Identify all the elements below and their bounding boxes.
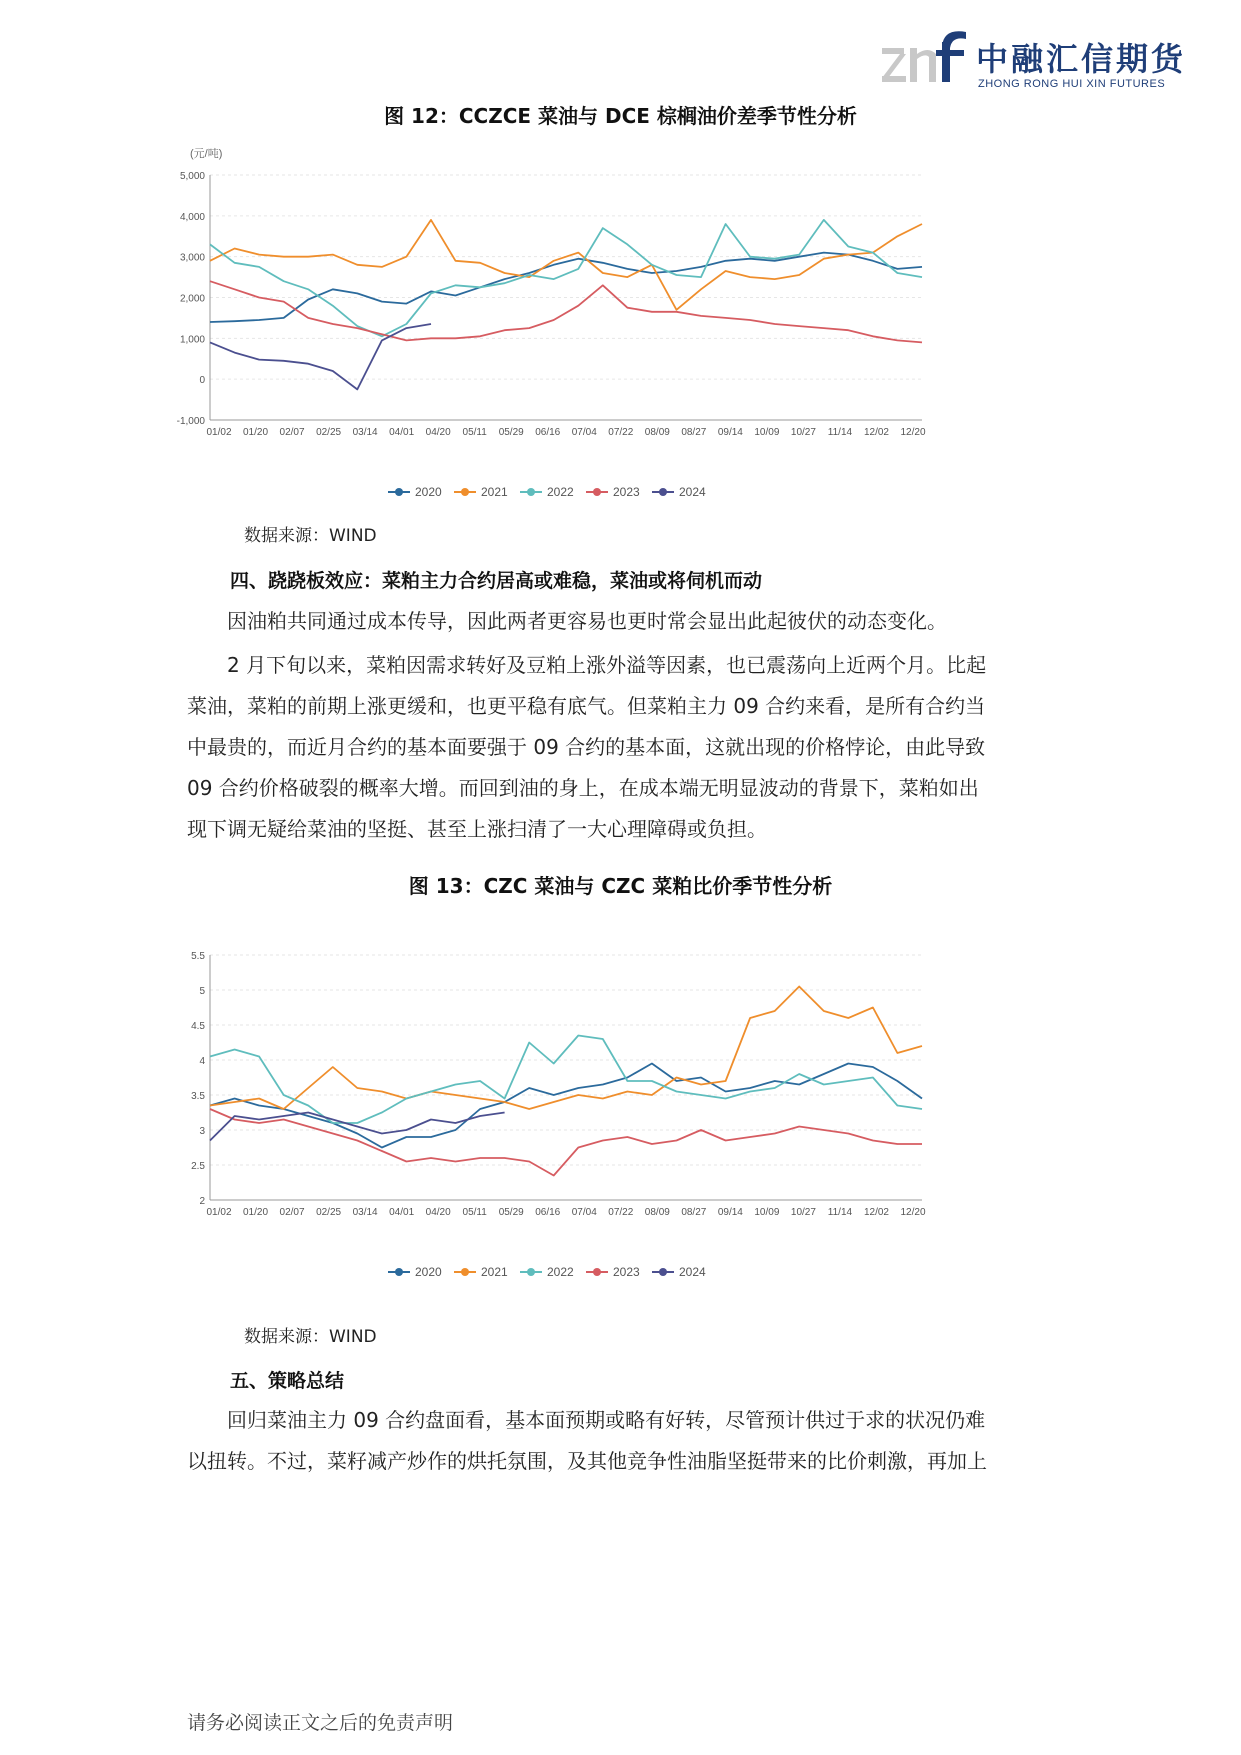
fig13-y-tick-label: 4 [199,1056,205,1067]
fig13-legend-marker [395,1268,403,1276]
fig13-series-2022-line [210,1036,922,1124]
fig13-legend-marker [527,1268,535,1276]
fig13-x-tick-label: 10/27 [790,1207,816,1218]
text-line: 09 合约价格破裂的概率大增。而回到油的身上，在成本端无明显波动的背景下，菜粕如出 [187,776,979,800]
text-line: 现下调无疑给菜油的坚挺、甚至上涨扫清了一大心理障碍或负担。 [187,817,767,841]
fig13-y-tick-label: 3 [199,1126,205,1137]
fig13-x-tick-label: 11/14 [827,1207,853,1218]
fig12-x-tick-label: 07/04 [571,427,597,438]
section-4-paragraph-1 [187,601,1055,642]
fig12-legend-item-2024 [652,485,706,499]
fig13-x-tick-label: 04/01 [389,1207,415,1218]
fig13-x-tick-label: 07/04 [571,1207,597,1218]
fig13-x-tick-label: 12/02 [863,1207,889,1218]
company-name-en: ZHONG RONG HUI XIN FUTURES [978,78,1166,90]
fig13-legend-label: 2021 [481,1265,508,1279]
fig13-x-tick-label: 01/02 [206,1207,232,1218]
text-line: 菜油，菜粕的前期上涨更缓和，也更平稳有底气。但菜粕主力 09 合约来看，是所有合约当 [187,694,986,718]
fig13-y-tick-label: 2.5 [191,1161,205,1172]
figure-12-title: 图 12：CCZCE 菜油与 DCE 棕榈油价差季节性分析 [384,104,857,128]
figure-13-source: 数据来源：WIND [244,1327,377,1347]
fig13-legend-item-2020 [388,1265,442,1279]
fig12-x-tick-label: 08/09 [644,427,670,438]
fig13-y-tick-label: 5.5 [191,951,205,962]
text-line: 2 月下旬以来，菜粕因需求转好及豆粕上涨外溢等因素，也已震荡向上近两个月。比起 [227,653,987,677]
fig12-legend-label: 2021 [481,485,508,499]
fig12-x-tick-label: 08/27 [681,427,707,438]
fig13-x-tick-label: 05/11 [462,1207,487,1218]
fig13-x-tick-label: 05/29 [498,1207,524,1218]
fig12-x-tick-label: 04/01 [389,427,415,438]
fig13-series-2020-line [210,1064,922,1148]
fig13-x-tick-label: 01/20 [243,1207,269,1218]
fig13-legend-label: 2023 [613,1265,640,1279]
fig12-legend-label: 2020 [415,485,442,499]
fig12-y-tick-label: 0 [199,375,205,387]
fig13-x-tick-label: 08/27 [681,1207,707,1218]
fig13-legend-item-2021 [454,1265,508,1279]
fig13-x-tick-label: 08/09 [644,1207,670,1218]
figure-13-chart [190,920,1070,1305]
fig12-x-tick-label: 02/07 [279,427,305,438]
fig13-x-tick-label: 06/16 [535,1207,561,1218]
fig12-y-tick-label: 1,000 [179,334,205,346]
text-line: 以扭转。不过，菜籽减产炒作的烘托氛围，及其他竞争性油脂坚挺带来的比价刺激，再加上 [187,1449,987,1473]
fig13-legend-marker [659,1268,667,1276]
fig12-y-tick-label: -1,000 [176,416,205,427]
fig13-legend-label: 2022 [547,1265,574,1279]
fig12-y-tick-label: 4,000 [179,211,205,223]
fig13-y-tick-label: 4.5 [191,1021,205,1032]
fig13-legend-item-2022 [520,1265,574,1279]
fig12-legend-marker [659,488,667,496]
company-name-cn: 中融汇信期货 [976,40,1187,78]
fig12-x-tick-label: 02/25 [316,427,342,438]
figure-13-title: 图 13：CZC 菜油与 CZC 菜粕比价季节性分析 [408,874,833,898]
fig13-legend-label: 2024 [679,1265,706,1279]
fig13-legend-item-2023 [586,1265,640,1279]
fig12-legend-label: 2024 [679,485,706,499]
fig12-legend-marker [395,488,403,496]
fig13-y-tick-label: 3.5 [191,1091,205,1102]
fig12-legend-item-2021 [454,485,508,499]
logo-mark-icon [880,28,970,94]
fig12-legend-marker [527,488,535,496]
fig13-x-tick-label: 02/07 [279,1207,305,1218]
fig12-x-tick-label: 09/14 [717,427,743,438]
section-5-heading: 五、策略总结 [230,1370,345,1392]
fig12-x-tick-label: 05/11 [462,427,487,438]
fig12-x-tick-label: 10/27 [790,427,816,438]
fig12-x-tick-label: 06/16 [535,427,561,438]
fig12-x-tick-label: 01/20 [243,427,269,438]
fig12-x-tick-label: 05/29 [498,427,524,438]
fig12-x-tick-label: 10/09 [754,427,780,438]
text-line: 中最贵的，而近月合约的基本面要强于 09 合约的基本面，这就出现的价格悖论，由此导致 [187,735,986,759]
fig12-x-tick-label: 03/14 [352,427,378,438]
fig12-x-tick-label: 12/02 [863,427,889,438]
section-5-paragraph-1 [187,1400,1055,1482]
fig13-y-tick-label: 5 [199,986,205,997]
fig12-legend-marker [461,488,469,496]
figure-12-source: 数据来源：WIND [244,526,377,546]
fig13-legend-item-2024 [652,1265,706,1279]
fig13-y-tick-label: 2 [199,1196,205,1207]
text-line: 因油粕共同通过成本传导，因此两者更容易也更时常会显出此起彼伏的动态变化。 [227,609,947,633]
fig13-x-tick-label: 10/09 [754,1207,780,1218]
company-logo [880,28,1187,94]
fig12-legend-item-2023 [586,485,640,499]
fig12-legend-item-2022 [520,485,574,499]
disclaimer-footer: 请务必阅读正文之后的免责声明 [187,1712,454,1734]
text-line: 回归菜油主力 09 合约盘面看，基本面预期或略有好转，尽管预计供过于求的状况仍难 [227,1408,986,1432]
fig13-x-tick-label: 02/25 [316,1207,342,1218]
fig12-legend-label: 2022 [547,485,574,499]
section-4-heading: 四、跷跷板效应：菜粕主力合约居高或难稳，菜油或将伺机而动 [230,570,763,592]
fig12-x-tick-label: 11/14 [827,427,853,438]
fig12-y-tick-label: 5,000 [179,171,205,182]
fig12-series-2022-line [210,220,922,336]
fig13-x-tick-label: 09/14 [717,1207,743,1218]
fig13-legend-label: 2020 [415,1265,442,1279]
fig12-y-tick-label: 3,000 [179,252,205,264]
fig13-legend-marker [593,1268,601,1276]
fig12-series-2023-line [210,281,922,342]
fig12-y-tick-label: 2,000 [179,293,205,305]
fig13-x-tick-label: 07/22 [608,1207,634,1218]
fig12-x-tick-label: 12/20 [900,427,926,438]
section-4-paragraph-2 [187,645,1055,850]
fig12-x-tick-label: 07/22 [608,427,634,438]
fig13-x-tick-label: 04/20 [425,1207,451,1218]
fig12-series-2020-line [210,253,922,322]
fig12-unit-label: (元/吨) [190,148,223,160]
fig12-legend-marker [593,488,601,496]
fig13-x-tick-label: 03/14 [352,1207,378,1218]
fig12-legend-label: 2023 [613,485,640,499]
fig12-x-tick-label: 04/20 [425,427,451,438]
figure-12-chart [176,140,1070,520]
fig12-legend-item-2020 [388,485,442,499]
fig12-x-tick-label: 01/02 [206,427,232,438]
fig13-x-tick-label: 12/20 [900,1207,926,1218]
fig13-legend-marker [461,1268,469,1276]
